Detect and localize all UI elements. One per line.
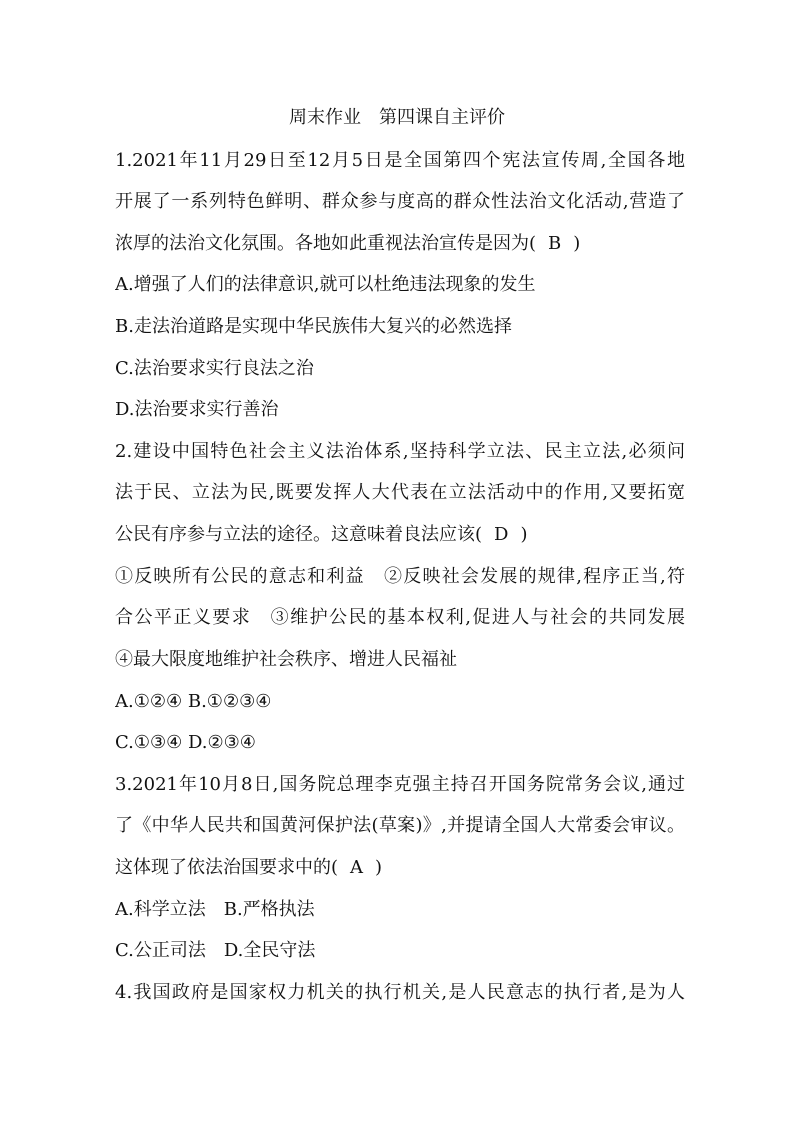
q1-answer: B xyxy=(548,233,562,254)
q2-answer: D xyxy=(494,524,509,545)
q1-stem-line-1: 1.2021年11月29日至12月5日是全国第四个宪法宣传周,全国各地 xyxy=(115,150,685,171)
q3-stem-line-1: 3.2021年10月8日,国务院总理李克强主持召开国务院常务会议,通过 xyxy=(115,774,685,795)
page-title: 周末作业 第四课自主评价 xyxy=(289,107,505,128)
q1-option-d: D.法治要求实行善治 xyxy=(115,399,279,420)
q3-stem-line-3 xyxy=(115,855,685,881)
q2-items-line-3: ④最大限度地维护社会秩序、增进人民福祉 xyxy=(115,649,457,670)
q1-stem-close: ) xyxy=(573,233,581,254)
q1-option-a: A.增强了人们的法律意识,就可以杜绝违法现象的发生 xyxy=(115,274,536,295)
q2-stem-line-1: 2.建设中国特色社会主义法治体系,坚持科学立法、民主立法,必须问 xyxy=(115,441,685,462)
q3-stem-line-2: 了《中华人民共和国黄河保护法(草案)》,并提请全国人大常委会审议。 xyxy=(115,815,685,836)
q1-option-b: B.走法治道路是实现中华民族伟大复兴的必然选择 xyxy=(115,316,512,337)
q2-items-line-2: 合公平正义要求 ③维护公民的基本权利,促进人与社会的共同发展 xyxy=(115,607,685,628)
q1-stem-line-2: 开展了一系列特色鲜明、群众参与度高的群众性法治文化活动,营造了 xyxy=(115,191,685,212)
q3-answer: A xyxy=(350,857,364,878)
q1-stem-line-3 xyxy=(115,231,685,257)
q3-options-line-2: C.公正司法 D.全民守法 xyxy=(115,940,316,961)
q3-stem-text: 这体现了依法治国要求中的( xyxy=(115,857,339,878)
q2-stem-text: 公民有序参与立法的途径。这意味着良法应该( xyxy=(115,524,483,545)
q1-stem-text: 浓厚的法治文化氛围。各地如此重视法治宣传是因为( xyxy=(115,233,537,254)
q2-options-line-1: A.①②④ B.①②③④ xyxy=(115,691,272,712)
q2-stem-close: ) xyxy=(520,524,528,545)
q2-stem-line-2: 法于民、立法为民,既要发挥人大代表在立法活动中的作用,又要拓宽 xyxy=(115,482,685,503)
q3-options-line-1: A.科学立法 B.严格执法 xyxy=(115,899,315,920)
q2-items-line-1: ①反映所有公民的意志和利益 ②反映社会发展的规律,程序正当,符 xyxy=(115,566,685,587)
q3-stem-close: ) xyxy=(375,857,383,878)
q2-stem-line-3 xyxy=(115,522,685,548)
q1-option-c: C.法治要求实行良法之治 xyxy=(115,358,314,379)
q2-options-line-2: C.①③④ D.②③④ xyxy=(115,732,256,753)
q4-stem-line-1: 4.我国政府是国家权力机关的执行机关,是人民意志的执行者,是为人 xyxy=(115,982,685,1003)
